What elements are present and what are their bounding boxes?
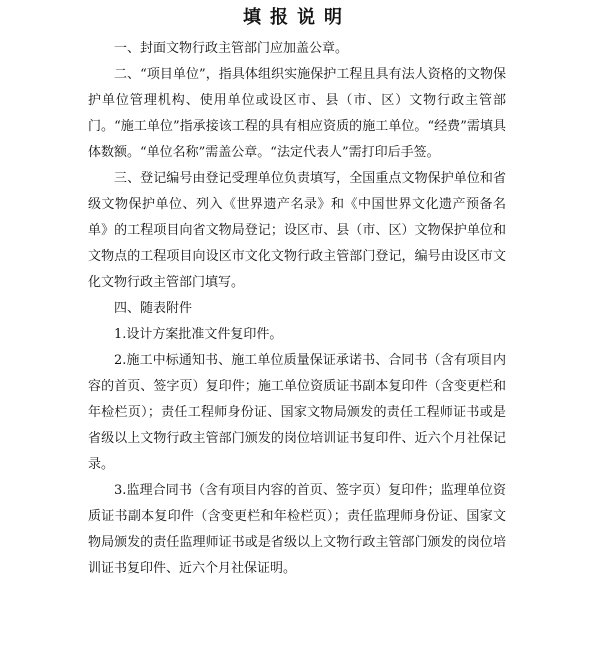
item-2-definitions: 二、“项目单位”，指具体组织实施保护工程且具有法人资格的文物保护单位管理机构、使用单位或设区市、县（市、区）文物行政主管部门。“施工单位”指承接该工程的具有相应资质的施工单位。“经费”需填具体数额。“单位名称”需盖公章。“法定代表人”需打印后手签。 [88, 67, 506, 160]
attachment-2-construction-documents: 2.施工中标通知书、施工单位质量保证承诺书、合同书（含有项目内容的首页、签字页）复印件；施工单位资质证书副本复印件（含变更栏和年检栏页）；责任工程师身份证、国家文物局颁发的责任工程师证书或是省级以上文物行政主管部门颁发的岗位培训证书复印件、近六个月社保记录。 [88, 353, 506, 472]
document-title: 填报说明 [243, 7, 351, 28]
attachment-3-supervision-documents: 3.监理合同书（含有项目内容的首页、签字页）复印件；监理单位资质证书副本复印件（含变更栏和年检栏页）；责任监理师身份证、国家文物局颁发的责任监理师证书或是省级以上文物行政主管部门颁发的岗位培训证书复印件、近六个月社保证明。 [88, 483, 506, 576]
item-4-attachments-heading: 四、随表附件 [114, 301, 193, 316]
item-3-registration-number: 三、登记编号由登记受理单位负责填写，全国重点文物保护单位和省级文物保护单位、列入《世界遗产名录》和《中国世界文化遗产预备名单》的工程项目向省文物局登记；设区市、县（市、区）文物保护单位和文物点的工程项目向设区市文化文物行政主管部门登记，编号由设区市文化文物行政主管部门填写。 [88, 171, 506, 290]
attachment-1-design-approval: 1.设计方案批准文件复印件。 [114, 327, 283, 342]
instructions-body [88, 36, 506, 582]
item-1-seal-requirement: 一、封面文物行政主管部门应加盖公章。 [114, 41, 349, 56]
